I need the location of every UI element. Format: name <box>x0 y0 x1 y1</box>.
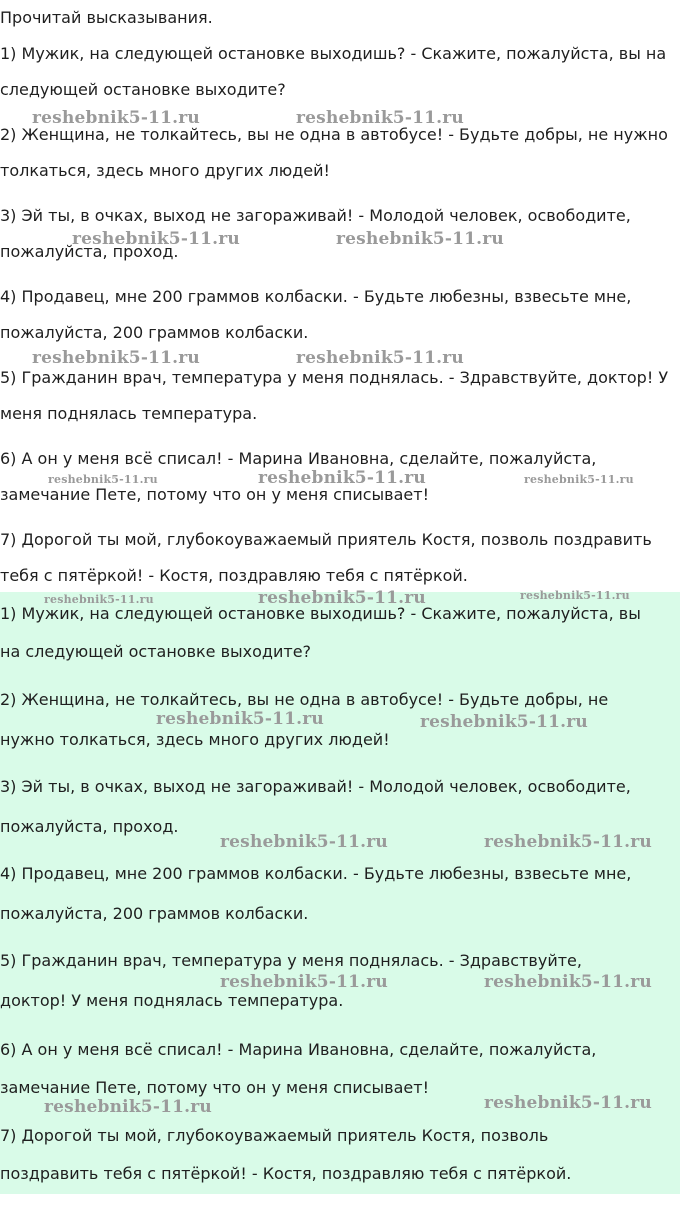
watermark: reshebnik5-11.ru <box>44 593 154 606</box>
task-line: замечание Пете, потому что он у меня списывает! <box>0 485 429 504</box>
answer-line: поздравить тебя с пятёркой! - Костя, поздравляю тебя с пятёркой. <box>0 1164 572 1183</box>
watermark: reshebnik5-11.ru <box>520 589 630 602</box>
task-line: тебя с пятёркой! - Костя, поздравляю тебя с пятёркой. <box>0 566 468 585</box>
answer-line: пожалуйста, 200 граммов колбаски. <box>0 904 309 923</box>
watermark: reshebnik5-11.ru <box>484 972 652 992</box>
watermark: reshebnik5-11.ru <box>258 588 426 608</box>
watermark: reshebnik5-11.ru <box>48 473 158 486</box>
watermark: reshebnik5-11.ru <box>220 972 388 992</box>
watermark: reshebnik5-11.ru <box>484 1093 652 1113</box>
answer-line: 5) Гражданин врач, температура у меня поднялась. - Здравствуйте, <box>0 951 582 970</box>
watermark: reshebnik5-11.ru <box>72 229 240 249</box>
task-line: 1) Мужик, на следующей остановке выходишь? - Скажите, пожалуйста, вы на <box>0 44 667 63</box>
watermark: reshebnik5-11.ru <box>420 712 588 732</box>
task-line: меня поднялась температура. <box>0 404 258 423</box>
watermark: reshebnik5-11.ru <box>296 348 464 368</box>
answer-line: пожалуйста, проход. <box>0 817 179 836</box>
watermark: reshebnik5-11.ru <box>156 709 324 729</box>
task-line: 7) Дорогой ты мой, глубокоуважаемый приятель Костя, позволь поздравить <box>0 530 652 549</box>
answer-line: 1) Мужик, на следующей остановке выходишь? - Скажите, пожалуйста, вы <box>0 604 641 623</box>
watermark: reshebnik5-11.ru <box>32 348 200 368</box>
watermark: reshebnik5-11.ru <box>44 1097 212 1117</box>
answer-line: 4) Продавец, мне 200 граммов колбаски. - Будьте любезны, взвесьте мне, <box>0 864 632 883</box>
task-line: 2) Женщина, не толкайтесь, вы не одна в автобусе! - Будьте добры, не нужно <box>0 125 668 144</box>
answer-line: 2) Женщина, не толкайтесь, вы не одна в автобусе! - Будьте добры, не <box>0 690 609 709</box>
answer-line: 6) А он у меня всё списал! - Марина Ивановна, сделайте, пожалуйста, <box>0 1040 597 1059</box>
instruction-text: Прочитай высказывания. <box>0 8 213 27</box>
answer-line: нужно толкаться, здесь много других людей! <box>0 730 390 749</box>
task-line: пожалуйста, проход. <box>0 242 179 261</box>
task-line: пожалуйста, 200 граммов колбаски. <box>0 323 309 342</box>
answer-line: доктор! У меня поднялась температура. <box>0 991 344 1010</box>
task-line: 5) Гражданин врач, температура у меня поднялась. - Здравствуйте, доктор! У <box>0 368 669 387</box>
watermark: reshebnik5-11.ru <box>336 229 504 249</box>
task-line: 4) Продавец, мне 200 граммов колбаски. - Будьте любезны, взвесьте мне, <box>0 287 632 306</box>
answer-line: на следующей остановке выходите? <box>0 642 312 661</box>
watermark: reshebnik5-11.ru <box>296 108 464 128</box>
answer-line: 3) Эй ты, в очках, выход не загораживай! - Молодой человек, освободите, <box>0 777 631 796</box>
watermark: reshebnik5-11.ru <box>524 473 634 486</box>
task-line: 3) Эй ты, в очках, выход не загораживай! - Молодой человек, освободите, <box>0 206 631 225</box>
watermark: reshebnik5-11.ru <box>484 832 652 852</box>
watermark: reshebnik5-11.ru <box>258 468 426 488</box>
task-line: 6) А он у меня всё списал! - Марина Ивановна, сделайте, пожалуйста, <box>0 449 597 468</box>
watermark: reshebnik5-11.ru <box>32 108 200 128</box>
watermark: reshebnik5-11.ru <box>220 832 388 852</box>
task-line: следующей остановке выходите? <box>0 80 286 99</box>
answer-line: 7) Дорогой ты мой, глубокоуважаемый приятель Костя, позволь <box>0 1126 549 1145</box>
answer-line: замечание Пете, потому что он у меня списывает! <box>0 1078 429 1097</box>
task-line: толкаться, здесь много других людей! <box>0 161 330 180</box>
